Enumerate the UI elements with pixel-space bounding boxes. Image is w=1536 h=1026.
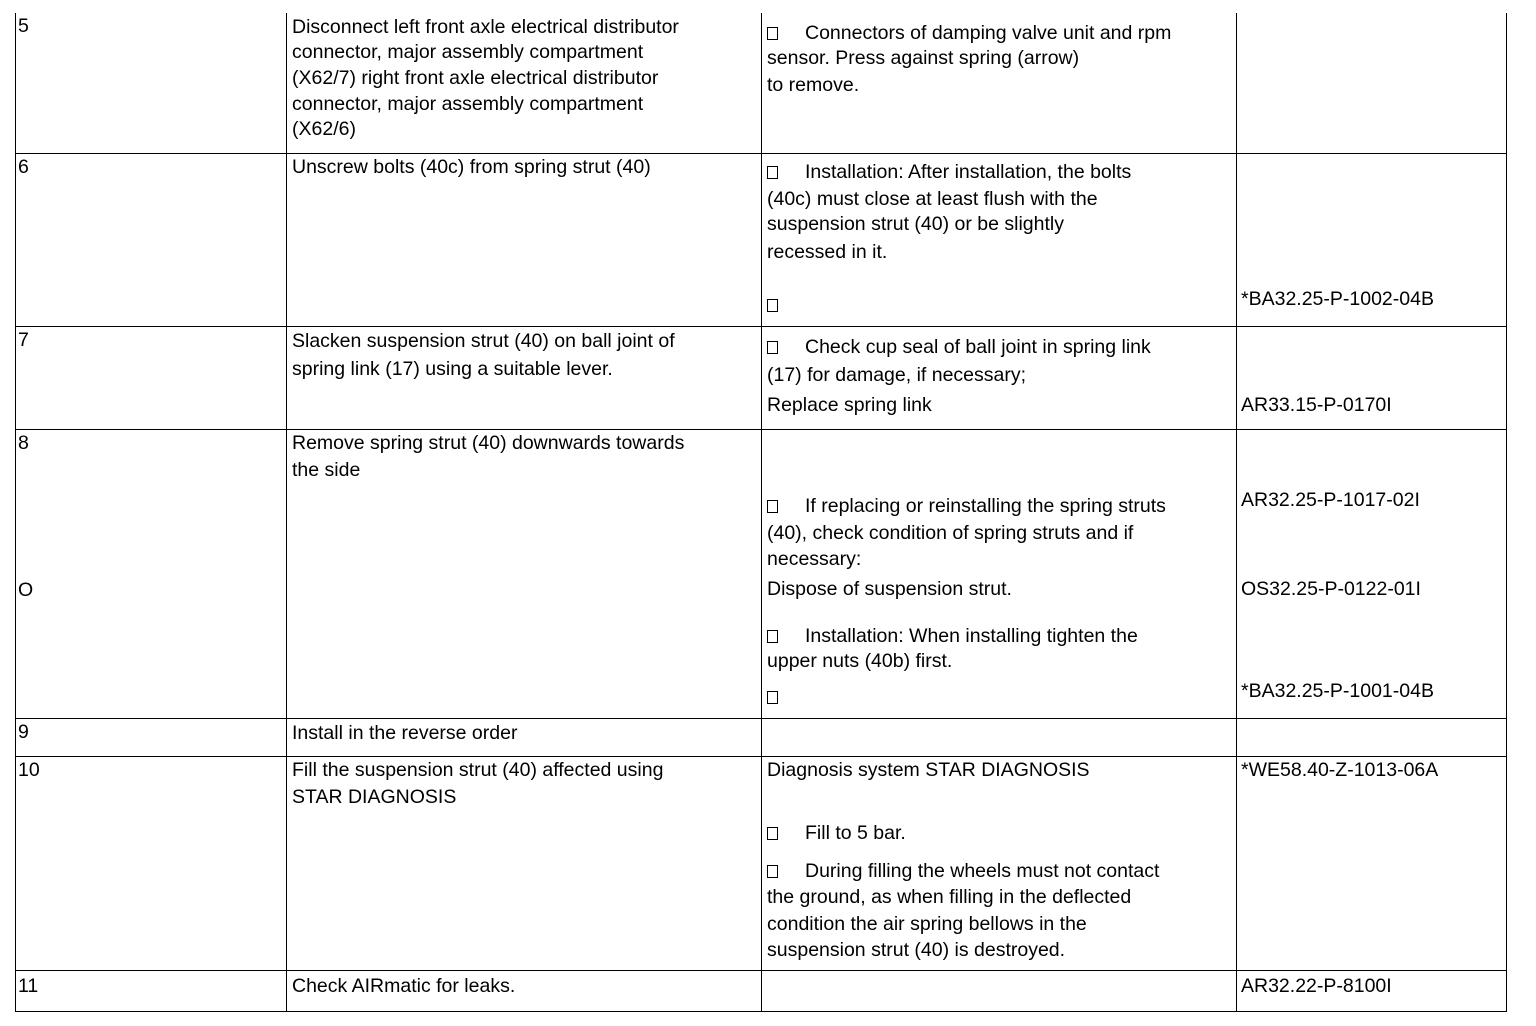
table-row-6 (15, 154, 1507, 326)
table-row-5 (15, 13, 1507, 154)
notes-cell (761, 327, 1236, 429)
note-line: sensor. Press against spring (arrow) (767, 47, 1080, 69)
action-line: Remove spring strut (40) downwards towards (292, 432, 685, 454)
step-number: 9 (18, 721, 29, 743)
reference-code: *BA32.25-P-1002-04B (1241, 288, 1434, 310)
action-cell (286, 327, 761, 429)
step-number: 8 (18, 432, 29, 454)
table-row-7 (15, 327, 1507, 429)
note-line: Dispose of suspension strut. (767, 578, 1012, 600)
step-cell (15, 154, 286, 326)
action-line: (X62/6) (292, 118, 356, 140)
step-cell (15, 13, 286, 154)
action-cell (286, 757, 761, 970)
note-line (767, 292, 805, 318)
checkbox-icon (767, 166, 778, 179)
step-number: 7 (18, 329, 29, 351)
reference-code: AR33.15-P-0170I (1241, 394, 1392, 416)
checkbox-icon (767, 27, 778, 40)
table-row-8 (15, 430, 1507, 718)
table-row-10 (15, 757, 1507, 970)
action-line: Disconnect left front axle electrical distributor (292, 16, 679, 38)
note-line: to remove. (767, 74, 860, 96)
step-cell (15, 719, 286, 757)
action-line: Fill the suspension strut (40) affected using (292, 759, 664, 781)
note-line: (17) for damage, if necessary; (767, 364, 1027, 386)
notes-cell (761, 971, 1236, 1012)
note-line: (40c) must close at least flush with the (767, 188, 1098, 210)
reference-cell (1236, 757, 1507, 970)
checkbox-icon (767, 341, 778, 354)
note-line: condition the air spring bellows in the (767, 913, 1087, 935)
action-cell (286, 430, 761, 718)
action-line: spring link (17) using a suitable lever. (292, 358, 613, 380)
step-cell (15, 757, 286, 970)
note-line: If replacing or reinstalling the spring struts (767, 493, 1166, 519)
reference-code: AR32.25-P-1017-02I (1241, 489, 1420, 511)
reference-code: AR32.22-P-8100I (1241, 975, 1392, 997)
action-line: Install in the reverse order (292, 722, 518, 744)
reference-cell (1236, 430, 1507, 718)
note-line: Fill to 5 bar. (767, 820, 906, 846)
note-line: Connectors of damping valve unit and rpm (767, 20, 1171, 46)
reference-cell (1236, 327, 1507, 429)
table-row-11 (15, 971, 1507, 1012)
note-line: upper nuts (40b) first. (767, 650, 953, 672)
action-line: (X62/7) right front axle electrical distributor (292, 67, 659, 89)
note-line: (40), check condition of spring struts and if (767, 522, 1134, 544)
reference-code: *BA32.25-P-1001-04B (1241, 680, 1434, 702)
action-line: Unscrew bolts (40c) from spring strut (40) (292, 156, 651, 178)
reference-cell (1236, 154, 1507, 326)
action-cell (286, 154, 761, 326)
note-line: Replace spring link (767, 394, 932, 416)
action-cell (286, 971, 761, 1012)
reference-cell (1236, 971, 1507, 1012)
action-cell (286, 719, 761, 757)
note-line: recessed in it. (767, 241, 888, 263)
note-line: Installation: When installing tighten the (767, 623, 1138, 649)
table-row-9 (15, 719, 1507, 757)
note-line: Installation: After installation, the bolts (767, 159, 1131, 185)
action-line: STAR DIAGNOSIS (292, 786, 457, 808)
checkbox-icon (767, 691, 778, 704)
notes-cell (761, 13, 1236, 154)
step-cell (15, 430, 286, 718)
reference-cell (1236, 719, 1507, 757)
reference-code: *WE58.40-Z-1013-06A (1241, 759, 1439, 781)
action-cell (286, 13, 761, 154)
step-cell (15, 327, 286, 429)
reference-cell (1236, 13, 1507, 154)
note-line: the ground, as when filling in the deflected (767, 886, 1132, 908)
action-line: Check AIRmatic for leaks. (292, 975, 516, 997)
note-line: Check cup seal of ball joint in spring link (767, 334, 1151, 360)
action-line: connector, major assembly compartment (292, 41, 644, 63)
notes-cell (761, 719, 1236, 757)
checkbox-icon (767, 299, 778, 312)
notes-cell (761, 757, 1236, 970)
checkbox-icon (767, 827, 778, 840)
note-line: During filling the wheels must not contact (767, 858, 1159, 884)
action-line: the side (292, 459, 361, 481)
step-number: 5 (18, 15, 29, 37)
reference-code: OS32.25-P-0122-01I (1241, 578, 1421, 600)
notes-cell (761, 154, 1236, 326)
note-line: necessary: (767, 548, 862, 570)
step-number: 11 (18, 975, 39, 997)
note-line: suspension strut (40) is destroyed. (767, 939, 1066, 961)
action-line: connector, major assembly compartment (292, 93, 644, 115)
checkbox-icon (767, 500, 778, 513)
checkbox-icon (767, 630, 778, 643)
notes-cell (761, 430, 1236, 718)
step-number: 10 (18, 759, 40, 781)
disposal-marker: O (18, 579, 34, 601)
checkbox-icon (767, 865, 778, 878)
step-number: 6 (18, 156, 29, 178)
note-line: Diagnosis system STAR DIAGNOSIS (767, 759, 1090, 781)
note-line (767, 684, 805, 710)
note-line: suspension strut (40) or be slightly (767, 213, 1064, 235)
step-cell (15, 971, 286, 1012)
action-line: Slacken suspension strut (40) on ball joint of (292, 330, 675, 352)
